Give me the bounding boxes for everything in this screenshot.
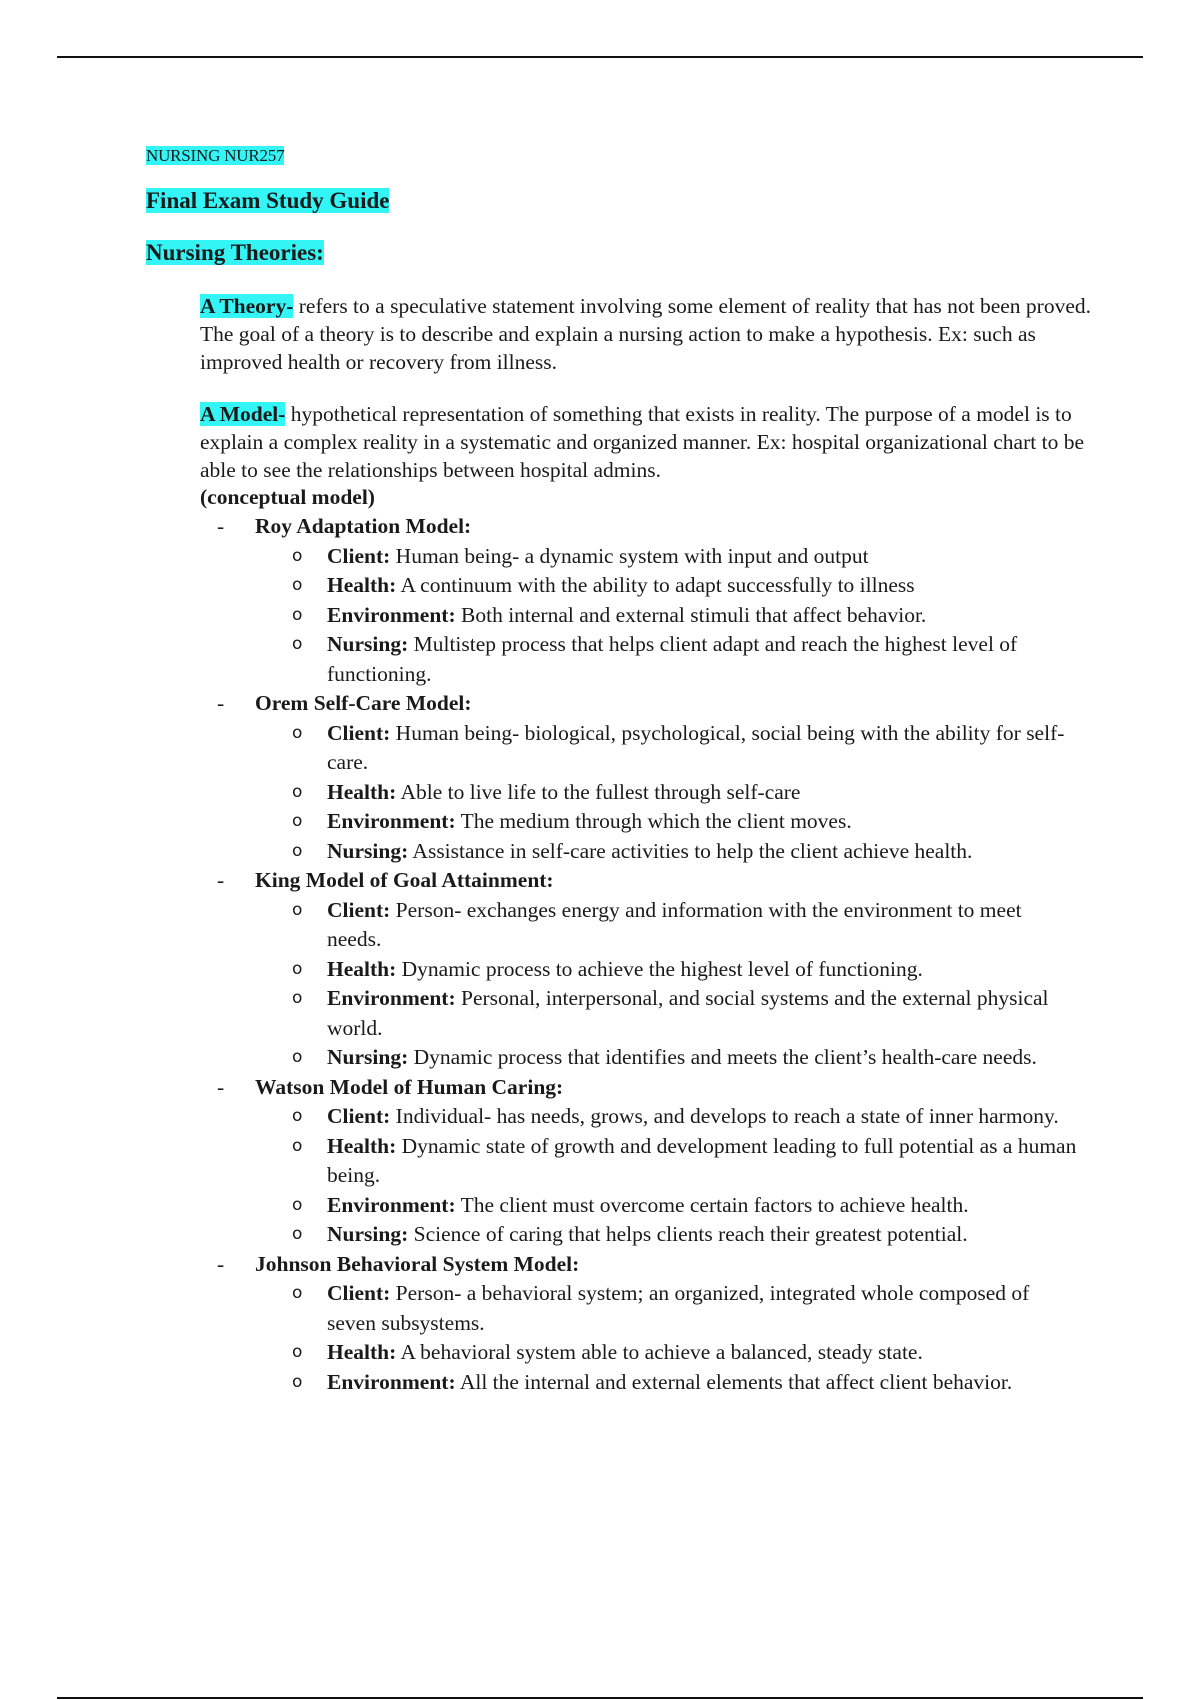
dash-bullet: - <box>217 514 225 538</box>
item-text: Dynamic state of growth and development leading to full potential as a human being. <box>327 1133 1077 1187</box>
circle-bullet-icon: o <box>292 958 303 979</box>
list-item <box>200 542 1100 572</box>
circle-bullet-icon: o <box>292 1224 303 1244</box>
item-label: Environment: <box>327 1369 456 1394</box>
document-title-text: Final Exam Study Guide <box>146 188 390 213</box>
item-text: The client must overcome certain factors to achieve health. <box>455 1192 969 1217</box>
item-label: Client: <box>327 897 391 922</box>
circle-bullet-icon: o <box>292 781 303 802</box>
model-heading <box>200 512 1100 542</box>
list-item <box>200 1191 1100 1221</box>
theory-term: A Theory- <box>200 294 294 318</box>
item-text: Human being- a dynamic system with input and output <box>390 543 869 568</box>
item-text: A behavioral system able to achieve a balanced, steady state. <box>396 1340 923 1364</box>
list-item <box>200 837 1100 867</box>
item-text: Both internal and external stimuli that affect behavior. <box>455 602 927 627</box>
model-name: Johnson Behavioral System Model: <box>255 1251 580 1276</box>
item-label: Client: <box>327 720 391 745</box>
item-label: Health: <box>327 956 397 981</box>
item-text: Assistance in self-care activities to help the client achieve health. <box>408 838 973 863</box>
model-items <box>200 896 1100 1073</box>
item-text: The medium through which the client moves. <box>455 809 852 833</box>
list-item <box>200 1102 1100 1132</box>
item-label: Health: <box>327 573 397 597</box>
item-text: Science of caring that helps clients reach their greatest potential. <box>408 1222 968 1246</box>
section-heading-text: Nursing Theories: <box>146 240 324 265</box>
model-text: hypothetical representation of something that exists in reality. The purpose of a model is to explain a complex reality in a systematic and organized manner. Ex: hospital organizational chart to be able to see the relationships between hospital admins. <box>200 402 1084 482</box>
model-heading <box>200 1250 1100 1280</box>
dash-bullet: - <box>217 691 225 715</box>
model-items <box>200 542 1100 690</box>
item-label: Nursing: <box>327 1222 409 1246</box>
item-label: Environment: <box>327 809 456 833</box>
dash-bullet: - <box>217 1074 225 1099</box>
list-item <box>200 1338 1100 1368</box>
list-item <box>200 1368 1100 1398</box>
model-heading <box>200 1073 1100 1103</box>
model-list <box>200 512 1100 1397</box>
circle-bullet-icon: o <box>292 1047 303 1067</box>
item-label: Health: <box>327 779 397 804</box>
item-label: Nursing: <box>327 838 409 863</box>
item-text: Dynamic process that identifies and meets the client’s health-care needs. <box>408 1045 1037 1069</box>
item-label: Client: <box>327 1281 391 1305</box>
list-item <box>200 1279 1100 1338</box>
list-item <box>200 630 1100 689</box>
item-text: Personal, interpersonal, and social systems and the external physical world. <box>327 986 1049 1040</box>
circle-bullet-icon: o <box>292 1371 303 1392</box>
list-item <box>200 1132 1100 1191</box>
item-text: Multistep process that helps client adapt and reach the highest level of functioning. <box>327 632 1018 686</box>
model-name: Orem Self-Care Model: <box>255 691 472 715</box>
circle-bullet-icon: o <box>292 1342 303 1362</box>
circle-bullet-icon: o <box>292 840 303 861</box>
circle-bullet-icon: o <box>292 811 303 831</box>
circle-bullet-icon: o <box>292 575 303 595</box>
circle-bullet-icon: o <box>292 1194 303 1215</box>
list-item <box>200 1043 1100 1073</box>
model-items <box>200 1279 1100 1397</box>
conceptual-model-label: (conceptual model) <box>200 485 375 509</box>
theory-text: refers to a speculative statement involving some element of reality that has not been proved. The goal of a theory is to describe and explain a nursing action to make a hypothesis. Ex: such as improved health or recovery from illness. <box>200 294 1092 374</box>
item-label: Nursing: <box>327 1045 409 1069</box>
theory-definition <box>200 292 1100 376</box>
course-code-text: NURSING NUR257 <box>146 146 285 165</box>
list-item <box>200 601 1100 631</box>
section-heading <box>146 238 324 268</box>
list-item <box>200 984 1100 1043</box>
circle-bullet-icon: o <box>292 604 303 625</box>
list-item <box>200 896 1100 955</box>
model-definition <box>200 400 1100 484</box>
circle-bullet-icon: o <box>292 1106 303 1126</box>
bottom-rule <box>57 1697 1143 1699</box>
course-code <box>146 145 284 167</box>
circle-bullet-icon: o <box>292 634 303 654</box>
model-items <box>200 1102 1100 1250</box>
model-heading <box>200 689 1100 719</box>
list-item <box>200 1220 1100 1250</box>
item-label: Client: <box>327 1104 391 1128</box>
model-name: Watson Model of Human Caring: <box>255 1074 564 1099</box>
list-item <box>200 955 1100 985</box>
item-text: A continuum with the ability to adapt successfully to illness <box>396 573 915 597</box>
list-item <box>200 778 1100 808</box>
circle-bullet-icon: o <box>292 988 303 1008</box>
dash-bullet: - <box>217 1251 225 1276</box>
item-label: Health: <box>327 1340 397 1364</box>
model-name: King Model of Goal Attainment: <box>255 868 554 892</box>
item-label: Environment: <box>327 986 456 1010</box>
model-name: Roy Adaptation Model: <box>255 514 472 538</box>
list-item <box>200 807 1100 837</box>
item-label: Nursing: <box>327 632 409 656</box>
item-text: Person- a behavioral system; an organized, integrated whole composed of seven subsystems. <box>327 1281 1030 1335</box>
item-label: Environment: <box>327 1192 456 1217</box>
item-text: Human being- biological, psychological, social being with the ability for self-care. <box>327 720 1065 774</box>
circle-bullet-icon: o <box>292 899 303 920</box>
list-item <box>200 719 1100 778</box>
item-text: Dynamic process to achieve the highest level of functioning. <box>396 956 923 981</box>
item-label: Health: <box>327 1133 397 1158</box>
circle-bullet-icon: o <box>292 545 303 566</box>
circle-bullet-icon: o <box>292 1283 303 1303</box>
item-text: All the internal and external elements that affect client behavior. <box>455 1369 1013 1394</box>
item-text: Able to live life to the fullest through self-care <box>396 779 801 804</box>
model-items <box>200 719 1100 867</box>
circle-bullet-icon: o <box>292 1135 303 1156</box>
list-item <box>200 571 1100 601</box>
item-text: Individual- has needs, grows, and develops to reach a state of inner harmony. <box>390 1104 1059 1128</box>
dash-bullet: - <box>217 868 225 892</box>
model-heading <box>200 866 1100 896</box>
circle-bullet-icon: o <box>292 722 303 743</box>
item-label: Environment: <box>327 602 456 627</box>
item-text: Person- exchanges energy and information with the environment to meet needs. <box>327 897 1022 951</box>
document-title <box>146 186 389 216</box>
model-term: A Model- <box>200 402 286 426</box>
top-rule <box>57 56 1143 58</box>
item-label: Client: <box>327 543 391 568</box>
